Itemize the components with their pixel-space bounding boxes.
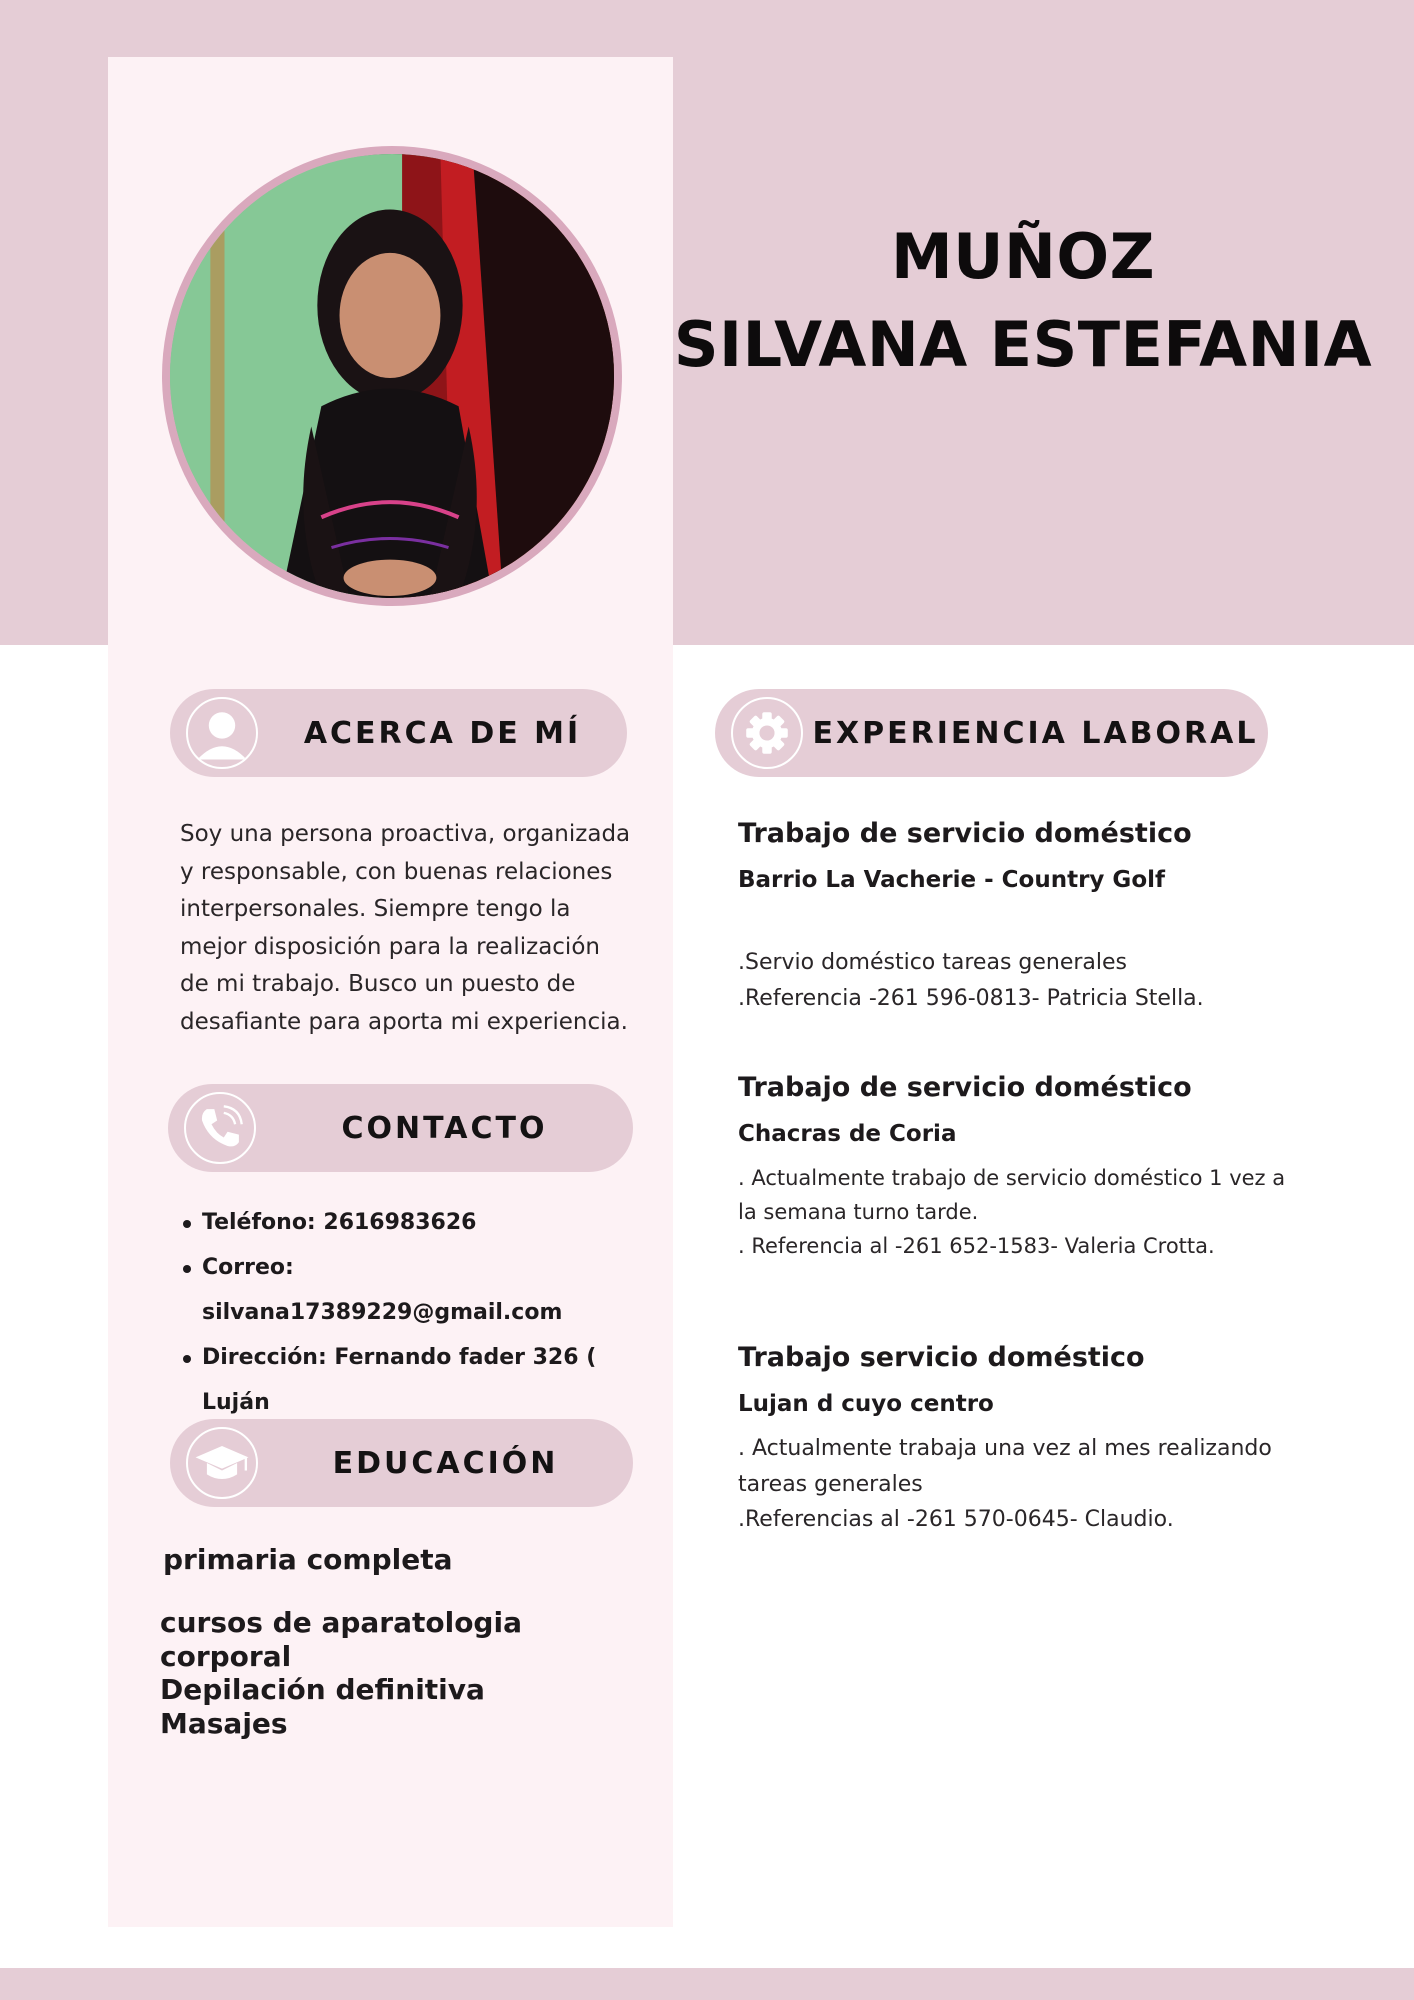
course-item: Depilación definitiva bbox=[160, 1673, 485, 1706]
course-item: Masajes bbox=[160, 1706, 288, 1740]
about-line: de mi trabajo. Busco un puesto de bbox=[180, 971, 576, 997]
about-text bbox=[180, 816, 640, 1041]
phone-icon bbox=[184, 1092, 256, 1164]
job-place: Chacras de Coria bbox=[738, 1121, 957, 1147]
name-first: SILVANA ESTEFANIA bbox=[673, 308, 1373, 381]
job-line: la semana turno tarde. bbox=[738, 1200, 979, 1224]
job-place: Barrio La Vacherie - Country Golf bbox=[738, 867, 1166, 893]
about-line: interpersonales. Siempre tengo la bbox=[180, 896, 571, 922]
name-last: MUÑOZ bbox=[890, 220, 1156, 293]
job-line: . Actualmente trabaja una vez al mes realizando bbox=[738, 1436, 1272, 1461]
job-entry bbox=[738, 1342, 1298, 1538]
section-title-about: ACERCA DE MÍ bbox=[303, 715, 582, 751]
section-title-contact: CONTACTO bbox=[341, 1110, 548, 1146]
job-description bbox=[738, 1161, 1298, 1263]
about-line: y responsable, con buenas relaciones bbox=[180, 858, 613, 885]
section-title-experience: EXPERIENCIA LABORAL bbox=[812, 715, 1259, 751]
user-icon bbox=[186, 697, 258, 769]
profile-photo bbox=[170, 154, 614, 598]
gear-icon bbox=[731, 697, 803, 769]
about-line: desafiante para aporta mi experiencia. bbox=[180, 1008, 628, 1035]
job-entry bbox=[738, 818, 1298, 1017]
job-title: Trabajo de servicio doméstico bbox=[738, 1072, 1192, 1103]
job-line: .Referencias al -261 570-0645- Claudio. bbox=[738, 1507, 1174, 1532]
education-primary: primaria completa bbox=[163, 1543, 453, 1576]
section-header-contact bbox=[168, 1084, 633, 1172]
course-item: cursos de aparatologia bbox=[160, 1606, 522, 1639]
section-header-experience bbox=[715, 689, 1268, 777]
footer-band bbox=[0, 1968, 1414, 2000]
job-title: Trabajo de servicio doméstico bbox=[738, 818, 1192, 849]
job-description bbox=[738, 1431, 1298, 1538]
section-header-education bbox=[170, 1419, 633, 1507]
profile-photo-frame bbox=[162, 146, 622, 606]
section-title-education: EDUCACIÓN bbox=[332, 1445, 559, 1481]
job-line: . Referencia al -261 652-1583- Valeria Crotta. bbox=[738, 1234, 1215, 1258]
contact-phone: Teléfono: 2616983626 bbox=[180, 1200, 640, 1245]
job-entry bbox=[738, 1072, 1298, 1263]
about-line: mejor disposición para la realización bbox=[180, 933, 600, 960]
job-description bbox=[738, 945, 1298, 1017]
graduation-cap-icon bbox=[186, 1427, 258, 1499]
job-place: Lujan d cuyo centro bbox=[738, 1391, 994, 1417]
about-line: Soy una persona proactiva, organizada bbox=[180, 821, 631, 847]
section-header-about bbox=[170, 689, 627, 777]
job-title: Trabajo servicio doméstico bbox=[738, 1342, 1145, 1373]
contact-address: Dirección: Fernando fader 326 ( Luján bbox=[180, 1335, 640, 1425]
job-line: .Servio doméstico tareas generales bbox=[738, 950, 1128, 975]
contact-email: Correo: silvana17389229@gmail.com bbox=[180, 1245, 640, 1335]
job-line: .Referencia -261 596-0813- Patricia Stella. bbox=[738, 986, 1204, 1011]
education-courses bbox=[160, 1606, 522, 1740]
job-line: tareas generales bbox=[738, 1471, 923, 1497]
job-line: . Actualmente trabajo de servicio doméstico 1 vez a bbox=[738, 1166, 1286, 1190]
course-item: corporal bbox=[160, 1639, 292, 1673]
